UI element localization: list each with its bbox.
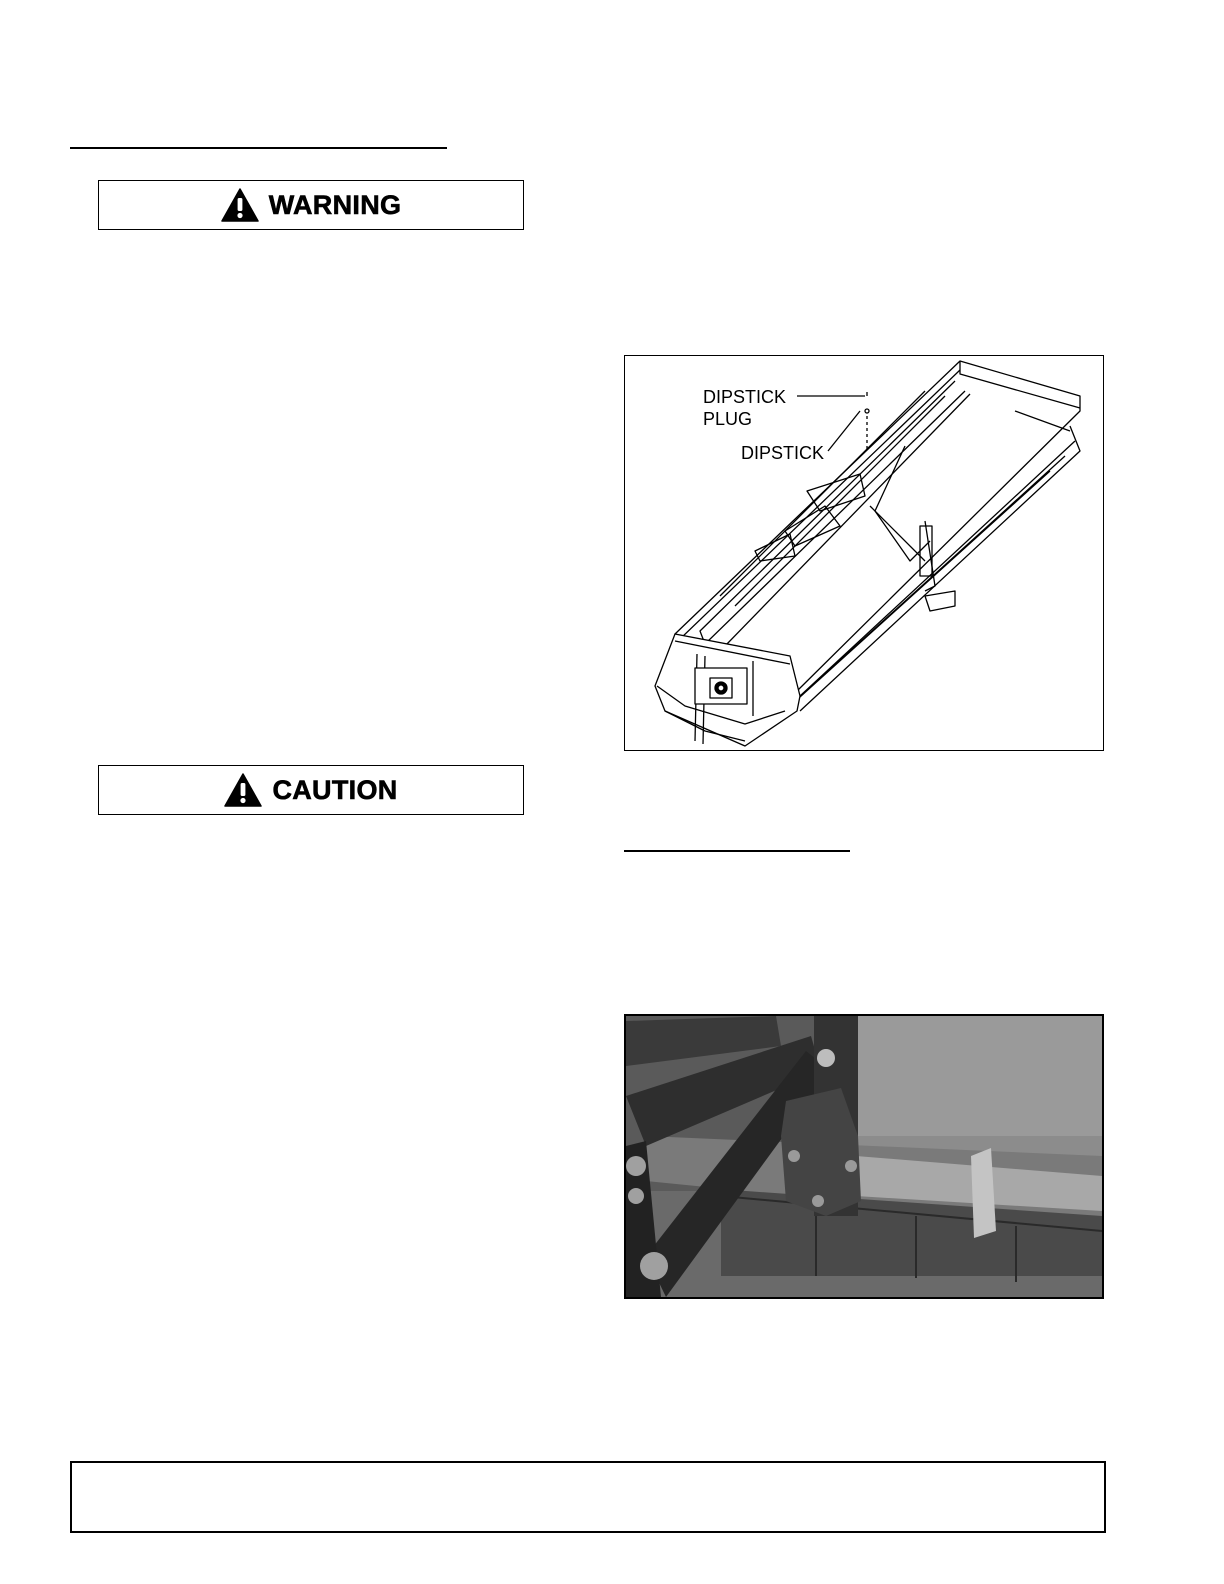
caution-signal-box bbox=[98, 765, 524, 815]
warning-label: WARNING bbox=[268, 189, 402, 220]
hitch-bracket-photo bbox=[624, 1014, 1104, 1299]
footer-notice-box bbox=[70, 1461, 1106, 1533]
gearbox-line-drawing bbox=[625, 356, 1103, 750]
hitch-bracket-image bbox=[626, 1016, 1102, 1297]
warning-triangle-icon bbox=[224, 773, 262, 807]
section-heading-rule bbox=[624, 850, 850, 852]
callout-dipstick: DIPSTICK bbox=[741, 443, 825, 463]
gearbox-dipstick-figure bbox=[624, 355, 1104, 751]
caution-label: CAUTION bbox=[272, 774, 398, 805]
warning-triangle-icon bbox=[221, 188, 259, 222]
callout-dipstick-plug: DIPSTICK PLUG bbox=[703, 387, 787, 429]
section-heading-rule bbox=[70, 147, 447, 149]
warning-signal-box bbox=[98, 180, 524, 230]
